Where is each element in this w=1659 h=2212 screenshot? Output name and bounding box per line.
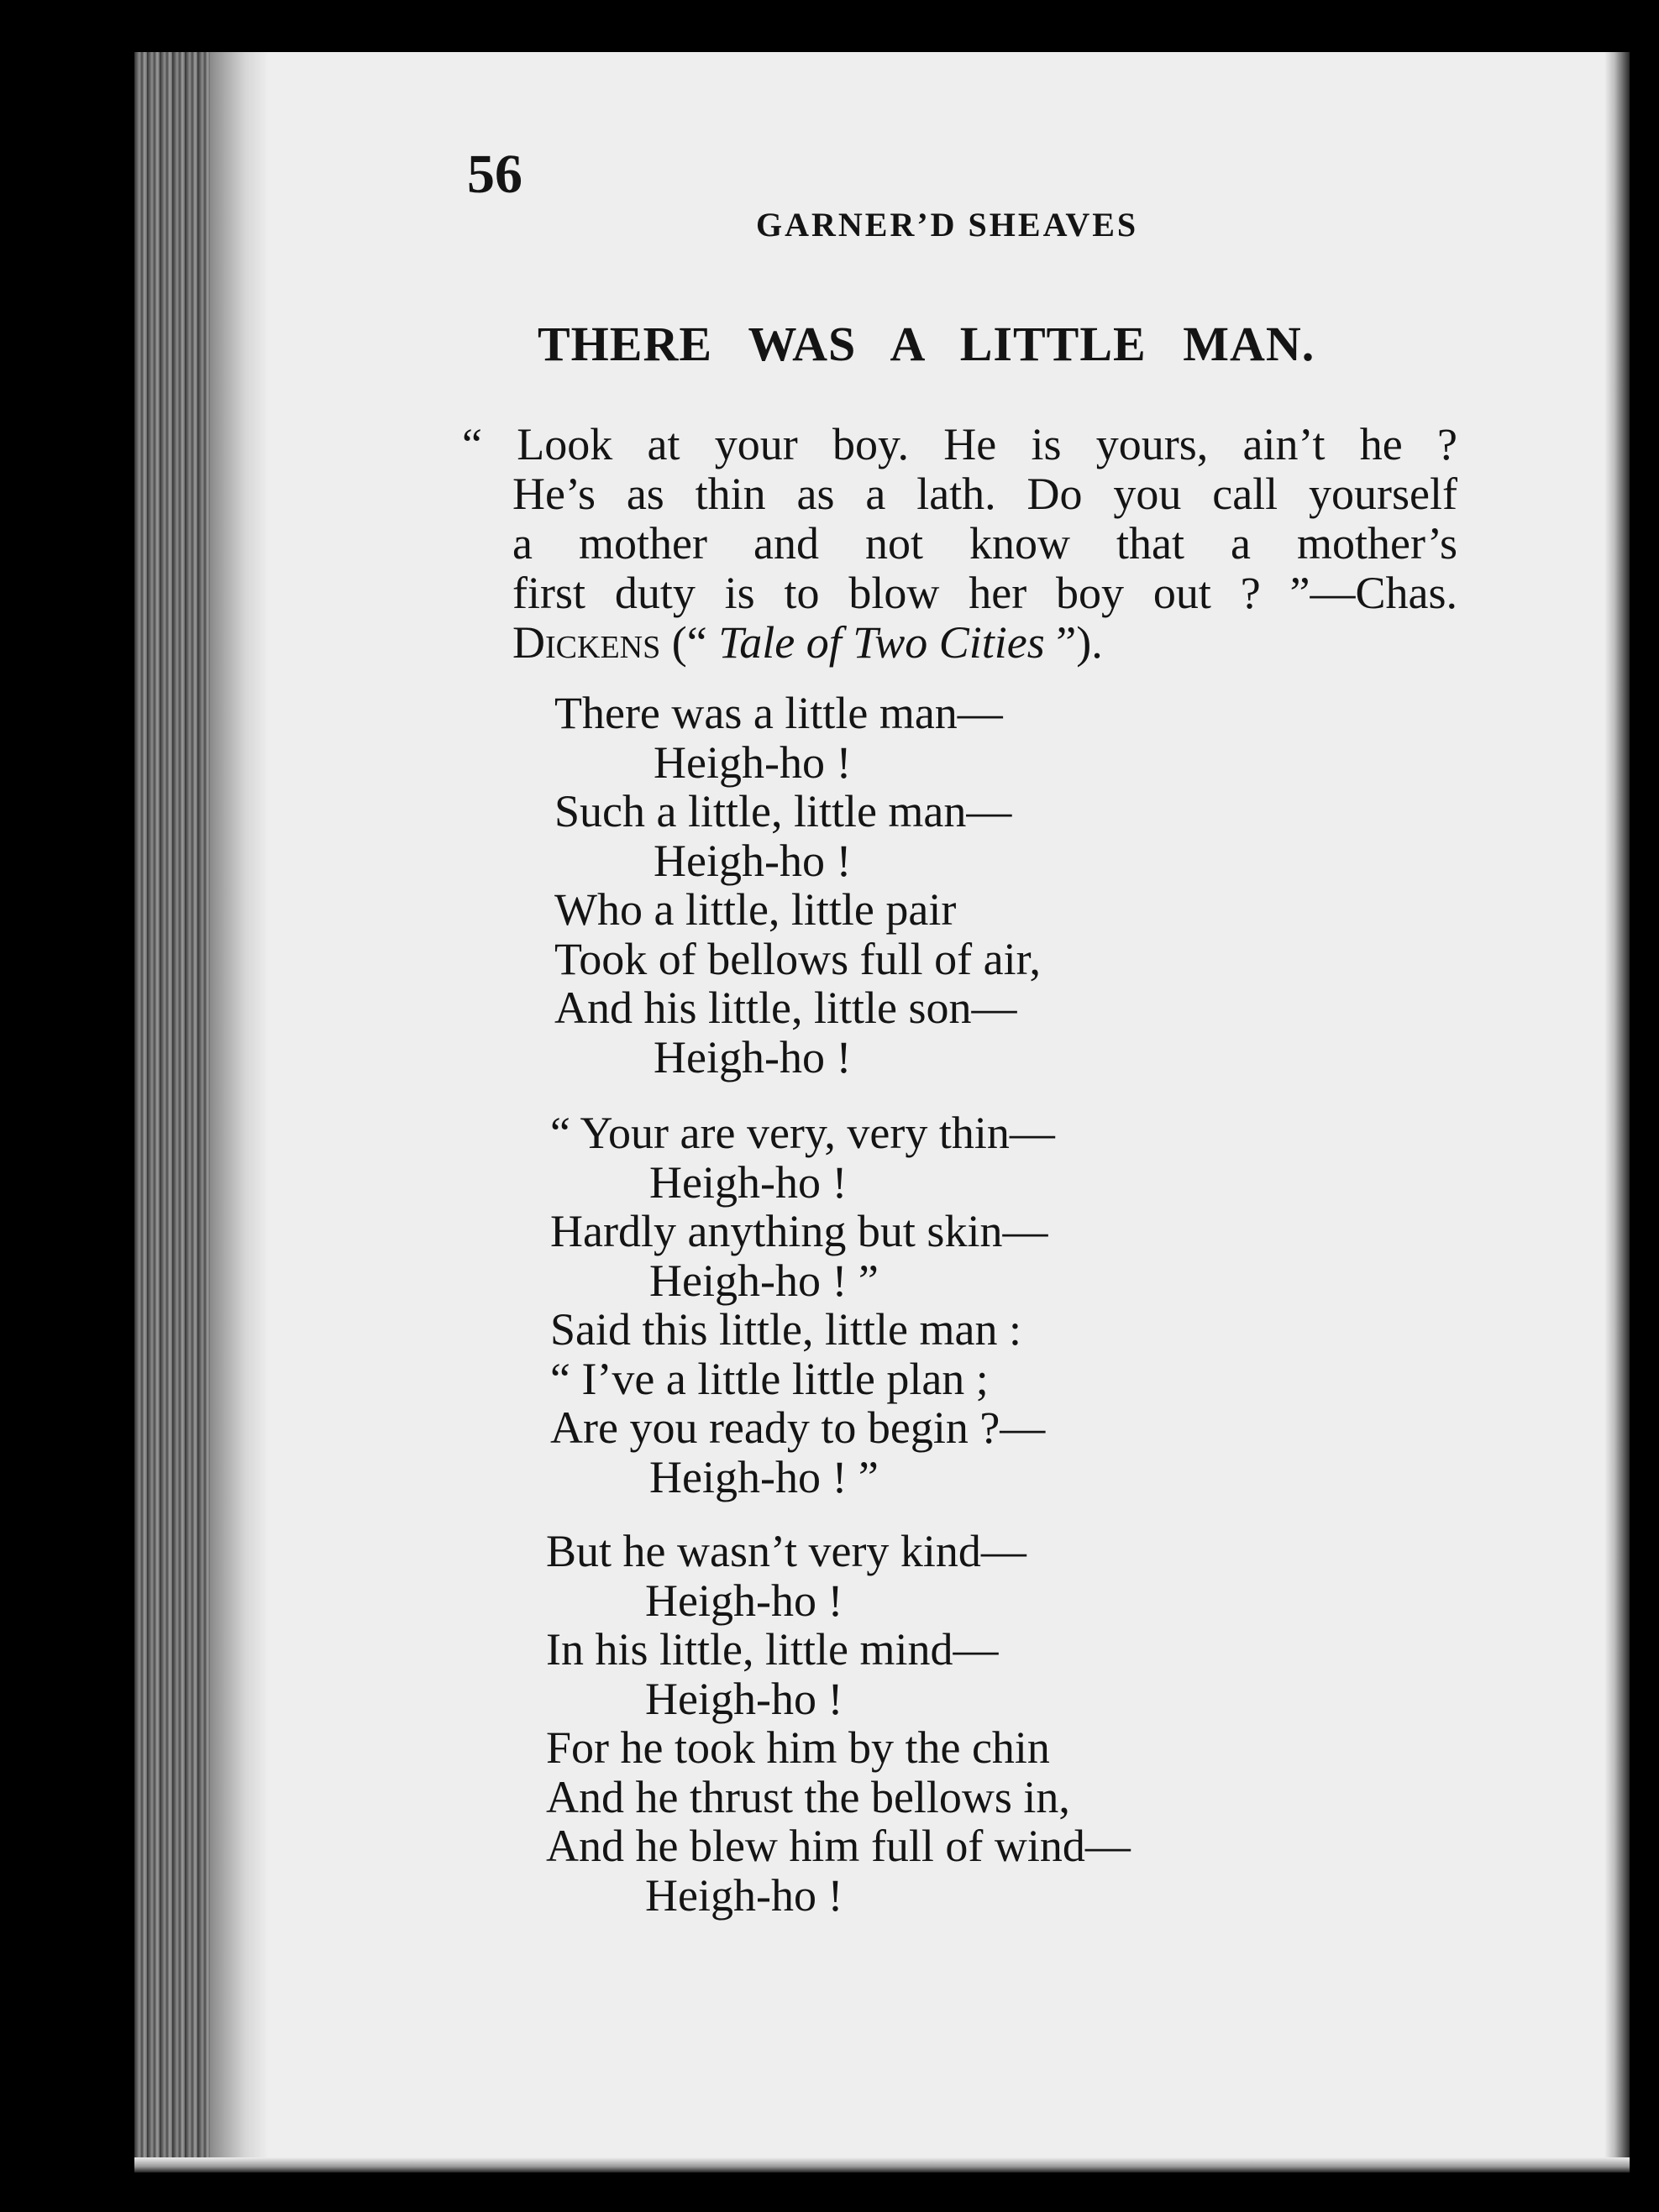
verse-line: And he thrust the bellows in, xyxy=(546,1771,1070,1822)
epigraph xyxy=(462,420,1457,668)
epigraph-line: He’s as thin as a lath. Do you call yourself xyxy=(512,469,1457,519)
book-spine-edge xyxy=(134,52,210,2173)
verse-line: Hardly anything but skin— xyxy=(550,1206,1048,1256)
verse-line: “ Your are very, very thin— xyxy=(550,1108,1055,1158)
page-bottom-edge xyxy=(134,2157,1630,2173)
refrain-line: Heigh-ho ! xyxy=(654,835,852,886)
refrain-line: Heigh-ho ! xyxy=(645,1869,843,1921)
verse-line: But he wasn’t very kind— xyxy=(546,1526,1026,1576)
verse-line: Such a little, little man— xyxy=(554,786,1012,836)
page-number: 56 xyxy=(467,144,522,205)
verse-line: Said this little, little man : xyxy=(550,1304,1021,1355)
running-head: GARNER’D SHEAVES xyxy=(756,206,1139,244)
verse-line: And he blew him full of wind— xyxy=(546,1821,1131,1871)
verse-line: In his little, little mind— xyxy=(546,1624,999,1675)
refrain-line: Heigh-ho ! ” xyxy=(649,1255,879,1306)
epigraph-author: Dickens xyxy=(512,617,661,668)
refrain-line: Heigh-ho ! xyxy=(654,736,852,788)
poem-title: THERE WAS A LITTLE MAN. xyxy=(538,317,1315,371)
stanza xyxy=(554,689,1041,1082)
verse-line: Took of bellows full of air, xyxy=(554,933,1041,984)
gutter-shadow xyxy=(210,52,269,2173)
epigraph-line: first duty is to blow her boy out ? ”—Chas. xyxy=(512,568,1457,618)
refrain-line: Heigh-ho ! xyxy=(654,1031,852,1082)
refrain-line: Heigh-ho ! xyxy=(645,1575,843,1626)
verse-line: And his little, little son— xyxy=(554,983,1017,1033)
epigraph-work-title: Tale of Two Cities xyxy=(718,617,1045,668)
verse-line: Who a little, little pair xyxy=(554,884,957,935)
verse-line: There was a little man— xyxy=(554,688,1003,738)
verse-line: Are you ready to begin ?— xyxy=(550,1402,1046,1453)
refrain-line: Heigh-ho ! xyxy=(649,1156,848,1208)
epigraph-line: a mother and not know that a mother’s xyxy=(512,518,1457,569)
epigraph-line: “ Look at your boy. He is yours, ain’t he ? xyxy=(462,419,1457,469)
verse-line: “ I’ve a little little plan ; xyxy=(550,1353,989,1404)
refrain-line: Heigh-ho ! ” xyxy=(649,1451,879,1502)
epigraph-open-quote: (“ xyxy=(660,617,719,668)
stanza xyxy=(546,1527,1131,1920)
page-right-edge xyxy=(1604,52,1630,2173)
verse-line: For he took him by the chin xyxy=(546,1722,1050,1773)
epigraph-close-quote: ”). xyxy=(1044,617,1103,668)
refrain-line: Heigh-ho ! xyxy=(645,1673,843,1724)
stanza xyxy=(550,1109,1055,1502)
epigraph-attribution xyxy=(462,618,1457,668)
